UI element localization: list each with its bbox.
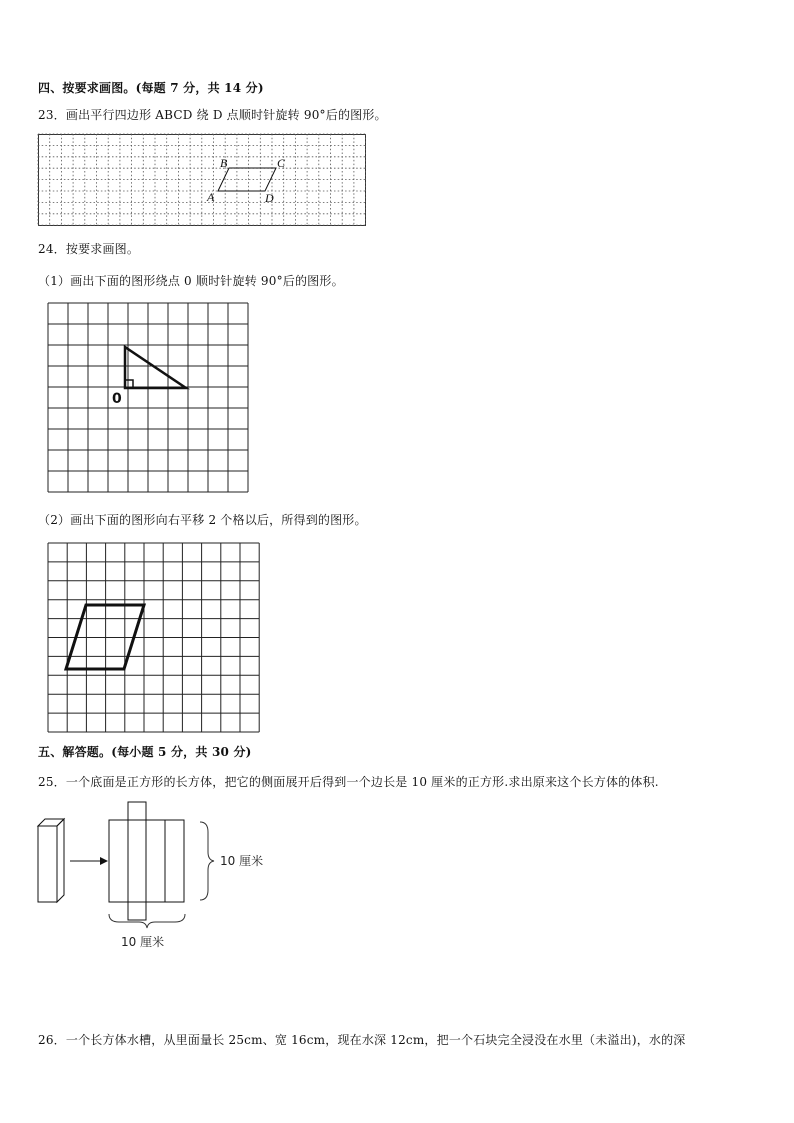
section5-heading: 五、解答题。(每小题 5 分，共 30 分) bbox=[38, 745, 252, 759]
q24-part2-text: （2）画出下面的图形向右平移 2 个格以后，所得到的图形。 bbox=[38, 513, 367, 527]
label-a: A bbox=[207, 190, 215, 204]
q24-part1-grid-figure bbox=[46, 301, 248, 495]
label-c: C bbox=[277, 156, 286, 170]
bottom-brace bbox=[109, 914, 185, 928]
q26-text: 26．一个长方体水槽，从里面量长 25cm、宽 16cm，现在水深 12cm，把一个石块完全浸没在水里（未溢出)，水的深 bbox=[38, 1033, 686, 1047]
height-label: 10 厘米 bbox=[220, 854, 264, 868]
arrow-icon bbox=[70, 857, 108, 865]
right-triangle bbox=[125, 347, 186, 388]
width-label: 10 厘米 bbox=[121, 935, 165, 949]
unfolded-net bbox=[109, 802, 184, 920]
cuboid bbox=[38, 819, 64, 902]
q23-text: 23．画出平行四边形 ABCD 绕 D 点顺时针旋转 90°后的图形。 bbox=[38, 108, 387, 122]
q24-text: 24．按要求画图。 bbox=[38, 242, 140, 256]
point-o-label: 0 bbox=[112, 391, 122, 407]
q25-text: 25．一个底面是正方形的长方体，把它的侧面展开后得到一个边长是 10 厘米的正方形.求出原来这个长方体的体积. bbox=[38, 775, 659, 789]
section4-heading: 四、按要求画图。(每题 7 分，共 14 分) bbox=[38, 81, 264, 95]
label-b: B bbox=[220, 156, 228, 170]
right-brace bbox=[200, 822, 214, 900]
label-d: D bbox=[265, 191, 274, 205]
q25-unfold-diagram bbox=[30, 800, 290, 960]
q24-part2-grid-figure bbox=[46, 541, 260, 734]
q23-dotted-grid-figure bbox=[38, 134, 366, 226]
q24-part1-text: （1）画出下面的图形绕点 0 顺时针旋转 90°后的图形。 bbox=[38, 274, 344, 288]
